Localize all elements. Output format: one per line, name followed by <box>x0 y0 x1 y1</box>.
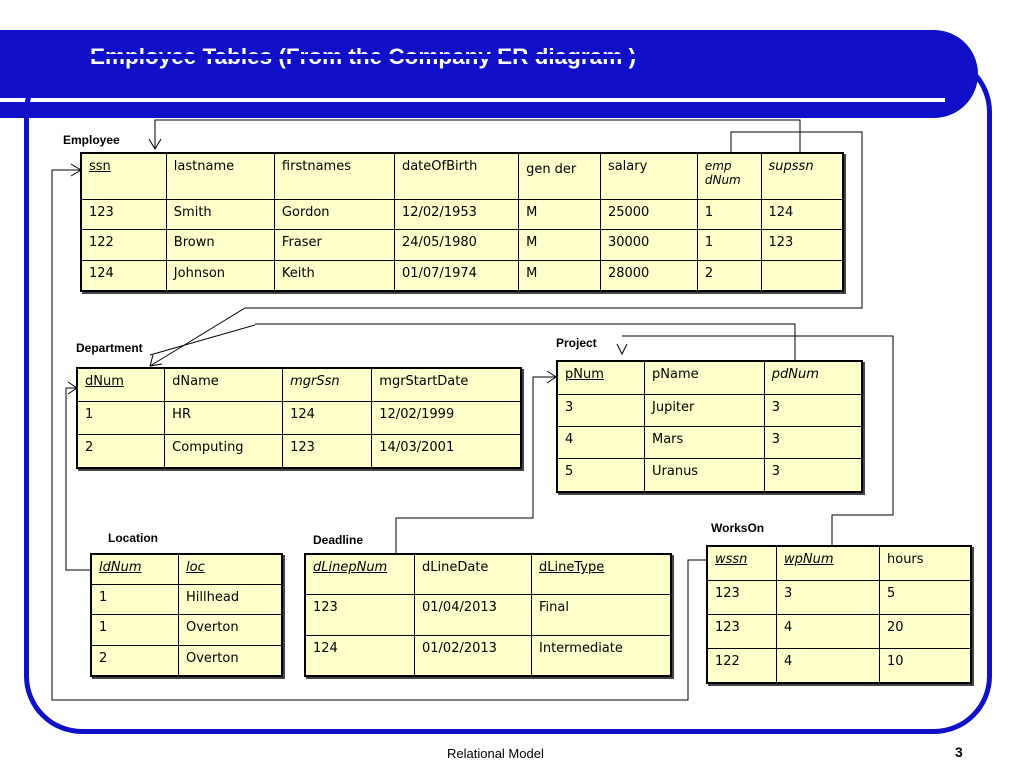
table-cell: 4 <box>777 648 880 683</box>
table-cell: HR <box>165 402 283 435</box>
employee-table-label: Employee <box>63 133 120 147</box>
table-cell: Smith <box>166 199 274 229</box>
table-row <box>77 402 521 435</box>
table-cell: 14/03/2001 <box>372 434 521 468</box>
table-cell: 1 <box>91 615 179 645</box>
column-header-wssn: wssn <box>707 546 777 581</box>
table-row <box>81 230 843 260</box>
table-cell: 1 <box>697 199 761 229</box>
table-cell: 20 <box>880 614 972 648</box>
table-cell: Uranus <box>645 459 765 492</box>
table-cell: Mars <box>645 426 765 458</box>
column-header-dname: dName <box>165 368 283 402</box>
table-row <box>707 614 971 648</box>
table-cell: 1 <box>77 402 165 435</box>
employee-table <box>80 152 844 292</box>
column-header-wpnum: wpNum <box>777 546 880 581</box>
table-row <box>91 615 282 645</box>
table-cell: 123 <box>283 434 372 468</box>
table-cell: 122 <box>81 230 166 260</box>
table-cell: Overton <box>179 645 283 676</box>
column-header-empdnum: emp dNum <box>697 153 761 199</box>
table-header-row <box>91 554 282 585</box>
table-cell: 1 <box>91 585 179 615</box>
table-cell: M <box>519 199 601 229</box>
table-cell: 3 <box>764 459 862 492</box>
table-header-row <box>81 153 843 199</box>
column-header-dlinedate: dLineDate <box>415 554 532 595</box>
table-cell: Fraser <box>274 230 394 260</box>
location-table <box>90 553 283 677</box>
table-cell: Final <box>532 595 672 635</box>
footer-text: Relational Model <box>447 746 544 761</box>
location-table-label: Location <box>108 531 158 545</box>
column-header-ssn: ssn <box>81 153 166 199</box>
table-header-row <box>305 554 671 595</box>
table-row <box>305 595 671 635</box>
table-cell: 123 <box>707 614 777 648</box>
column-header-salary: salary <box>600 153 697 199</box>
department-table <box>76 367 522 469</box>
table-cell: 124 <box>283 402 372 435</box>
table-cell: 01/04/2013 <box>415 595 532 635</box>
column-header-supssn: supssn <box>761 153 843 199</box>
table-cell: 2 <box>697 260 761 291</box>
table-cell: Brown <box>166 230 274 260</box>
table-cell: Johnson <box>166 260 274 291</box>
table-row <box>557 459 862 492</box>
table-row <box>557 426 862 458</box>
table-cell: 124 <box>761 199 843 229</box>
table-row <box>557 394 862 426</box>
table-row <box>91 645 282 676</box>
table-cell: 4 <box>557 426 645 458</box>
table-cell: Hillhead <box>179 585 283 615</box>
table-cell: 3 <box>764 394 862 426</box>
table-cell: 5 <box>557 459 645 492</box>
table-cell: 123 <box>707 581 777 615</box>
table-cell: 01/07/1974 <box>394 260 518 291</box>
column-header-lastname: lastname <box>166 153 274 199</box>
department-table-label: Department <box>76 341 143 355</box>
column-header-mgrstartdate: mgrStartDate <box>372 368 521 402</box>
table-cell: 2 <box>77 434 165 468</box>
project-table-label: Project <box>556 336 597 350</box>
table-cell: 123 <box>81 199 166 229</box>
table-cell: 5 <box>880 581 972 615</box>
column-header-pname: pName <box>645 361 765 394</box>
table-header-row <box>707 546 971 581</box>
table-cell: Gordon <box>274 199 394 229</box>
column-header-dlinepnum: dLinepNum <box>305 554 415 595</box>
table-cell: 12/02/1999 <box>372 402 521 435</box>
project-table <box>556 360 863 493</box>
table-cell: 2 <box>91 645 179 676</box>
deadline-table <box>304 553 672 677</box>
table-cell: M <box>519 260 601 291</box>
column-header-dnum: dNum <box>77 368 165 402</box>
slide-title: Employee Tables (From the Company ER diagram ) <box>90 44 636 69</box>
table-cell: 122 <box>707 648 777 683</box>
table-cell: 3 <box>777 581 880 615</box>
table-cell: 12/02/1953 <box>394 199 518 229</box>
table-cell: 3 <box>557 394 645 426</box>
table-cell: Keith <box>274 260 394 291</box>
column-header-ldnum: ldNum <box>91 554 179 585</box>
table-cell: 3 <box>764 426 862 458</box>
column-header-pdnum: pdNum <box>764 361 862 394</box>
table-cell: 124 <box>81 260 166 291</box>
table-cell: 4 <box>777 614 880 648</box>
table-row <box>81 260 843 291</box>
table-row <box>77 434 521 468</box>
table-row <box>707 581 971 615</box>
table-cell: Overton <box>179 615 283 645</box>
table-cell: 1 <box>697 230 761 260</box>
column-header-mgrssn: mgrSsn <box>283 368 372 402</box>
table-cell: 25000 <box>600 199 697 229</box>
workson-table <box>706 545 972 684</box>
deadline-table-label: Deadline <box>313 533 364 547</box>
table-header-row <box>557 361 862 394</box>
table-row <box>305 635 671 676</box>
table-cell: 24/05/1980 <box>394 230 518 260</box>
column-header-hours: hours <box>880 546 972 581</box>
table-cell: 123 <box>305 595 415 635</box>
table-cell: 123 <box>761 230 843 260</box>
column-header-dlinetype: dLineType <box>532 554 672 595</box>
table-cell: 28000 <box>600 260 697 291</box>
table-header-row <box>77 368 521 402</box>
column-header-loc: loc <box>179 554 283 585</box>
page-number: 3 <box>955 744 963 760</box>
table-row <box>91 585 282 615</box>
column-header-pnum: pNum <box>557 361 645 394</box>
table-cell: M <box>519 230 601 260</box>
column-header-dateofbirth: dateOfBirth <box>394 153 518 199</box>
table-row <box>81 199 843 229</box>
column-header-firstnames: firstnames <box>274 153 394 199</box>
table-cell: 10 <box>880 648 972 683</box>
table-cell: Jupiter <box>645 394 765 426</box>
table-row <box>707 648 971 683</box>
workson-table-label: WorksOn <box>711 521 765 535</box>
table-cell <box>761 260 843 291</box>
table-cell: Intermediate <box>532 635 672 676</box>
table-cell: 01/02/2013 <box>415 635 532 676</box>
column-header-gender: gen der <box>519 153 601 199</box>
table-cell: Computing <box>165 434 283 468</box>
table-cell: 30000 <box>600 230 697 260</box>
table-cell: 124 <box>305 635 415 676</box>
